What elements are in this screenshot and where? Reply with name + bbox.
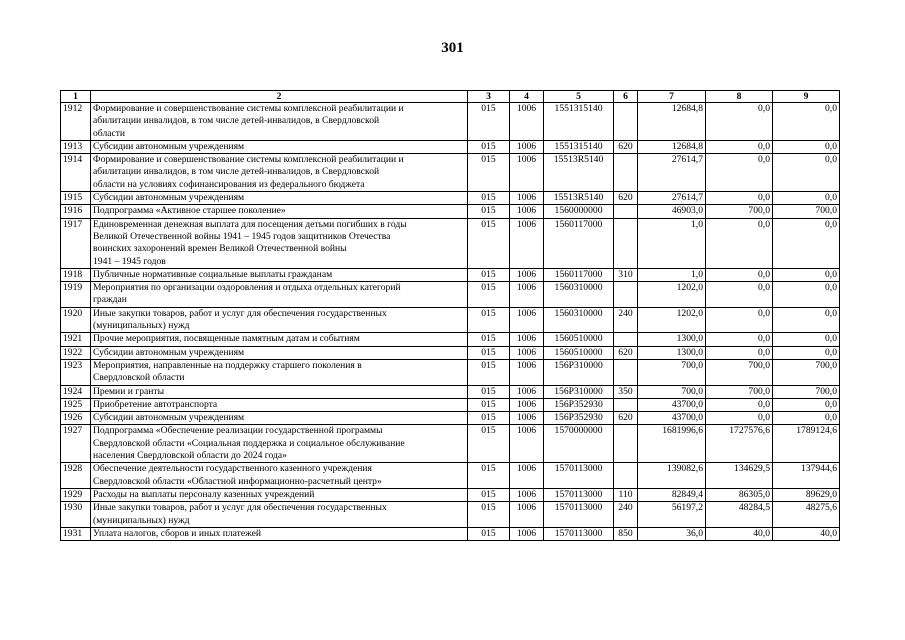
table-row [61,463,840,489]
amount-col-7: 46903,0 [638,205,706,218]
row-number: 1922 [61,346,91,359]
section-code: 1006 [510,527,544,540]
row-number: 1931 [61,527,91,540]
table-row [61,205,840,218]
row-description [91,412,468,425]
ministry-code: 015 [468,218,510,268]
row-number: 1928 [61,463,91,489]
description-line: населения Свердловской области до 2024 года» [93,450,287,462]
expense-type-code: 620 [614,140,638,153]
row-description [91,425,468,463]
section-code: 1006 [510,192,544,205]
amount-col-9: 48275,6 [773,502,840,528]
table-row [61,307,840,333]
row-description [91,103,468,141]
amount-col-9: 0,0 [773,346,840,359]
amount-col-9: 0,0 [773,412,840,425]
target-article-code: 156P352930 [544,412,614,425]
amount-col-7: 700,0 [638,385,706,398]
row-number: 1916 [61,205,91,218]
description-line: области [93,127,126,139]
description-line: 1941 – 1945 годов [93,255,166,267]
target-article-code: 156P310000 [544,359,614,385]
amount-col-7: 1681996,6 [638,425,706,463]
table-row [61,488,840,501]
section-code: 1006 [510,205,544,218]
ministry-code: 015 [468,154,510,192]
amount-col-9: 700,0 [773,359,840,385]
description-line: Мероприятия по организации оздоровления и отдыха отдельных категорий [93,282,401,294]
target-article-code: 1560000000 [544,205,614,218]
row-number: 1921 [61,333,91,346]
table-row [61,346,840,359]
table-row [61,282,840,308]
amount-col-7: 27614,7 [638,192,706,205]
description-line: Великой Отечественной войны 1941 – 1945 годов защитников Отечества [93,230,391,242]
table-row [61,527,840,540]
row-description [91,463,468,489]
amount-col-8: 0,0 [706,140,773,153]
ministry-code: 015 [468,425,510,463]
amount-col-9: 0,0 [773,398,840,411]
target-article-code: 1560510000 [544,346,614,359]
target-article-code: 1570113000 [544,527,614,540]
table-row [61,140,840,153]
target-article-code: 1570113000 [544,502,614,528]
description-line: Формирование и совершенствование системы комплексной реабилитации и [93,154,404,166]
header-cell-8: 8 [706,91,773,103]
ministry-code: 015 [468,140,510,153]
amount-col-9: 0,0 [773,307,840,333]
table-row [61,103,840,141]
description-line: Субсидии автономным учреждениям [93,140,245,152]
amount-col-8: 0,0 [706,307,773,333]
page-number: 301 [441,40,464,56]
section-code: 1006 [510,502,544,528]
amount-col-8: 40,0 [706,527,773,540]
amount-col-7: 12684,8 [638,140,706,153]
amount-col-7: 1202,0 [638,282,706,308]
description-line: абилитации инвалидов, в том числе детей-инвалидов, в Свердловской [93,166,380,178]
description-line: Свердловской области [93,372,185,384]
section-code: 1006 [510,425,544,463]
ministry-code: 015 [468,527,510,540]
description-line: Иные закупки товаров, работ и услуг для обеспечения государственных [93,307,387,319]
expense-type-code [614,425,638,463]
expense-type-code [614,154,638,192]
amount-col-9: 89629,0 [773,488,840,501]
expense-type-code [614,359,638,385]
amount-col-7: 139082,6 [638,463,706,489]
table-row [61,412,840,425]
row-number: 1923 [61,359,91,385]
row-description [91,488,468,501]
row-number: 1920 [61,307,91,333]
header-cell-5: 5 [544,91,614,103]
expense-type-code [614,333,638,346]
row-number: 1912 [61,103,91,141]
description-line: Иные закупки товаров, работ и услуг для обеспечения государственных [93,502,387,514]
row-number: 1918 [61,268,91,281]
table-row [61,218,840,268]
amount-col-9: 0,0 [773,140,840,153]
description-line: граждан [93,294,127,306]
target-article-code: 1570113000 [544,488,614,501]
table-header [61,91,840,103]
target-article-code: 1560310000 [544,282,614,308]
amount-col-8: 700,0 [706,359,773,385]
row-description [91,398,468,411]
expense-type-code [614,282,638,308]
expense-type-code [614,463,638,489]
table-body [61,103,840,541]
description-line: Единовременная денежная выплата для посещения детьми погибших в годы [93,218,407,230]
target-article-code: 1570113000 [544,463,614,489]
amount-col-9: 0,0 [773,154,840,192]
section-code: 1006 [510,282,544,308]
budget-table [60,90,840,541]
description-line: Формирование и совершенствование системы комплексной реабилитации и [93,103,404,114]
amount-col-8: 0,0 [706,333,773,346]
table-row [61,425,840,463]
expense-type-code [614,398,638,411]
description-line: Публичные нормативные социальные выплаты гражданам [93,268,333,280]
amount-col-7: 82849,4 [638,488,706,501]
expense-type-code: 850 [614,527,638,540]
amount-col-7: 56197,2 [638,502,706,528]
amount-col-9: 700,0 [773,385,840,398]
header-cell-3: 3 [468,91,510,103]
expense-type-code: 110 [614,488,638,501]
description-line: Субсидии автономным учреждениям [93,192,245,204]
table-row [61,385,840,398]
row-description [91,527,468,540]
row-description [91,268,468,281]
ministry-code: 015 [468,463,510,489]
description-line: Подпрограмма «Обеспечение реализации государственной программы [93,425,383,437]
amount-col-9: 0,0 [773,192,840,205]
amount-col-9: 0,0 [773,268,840,281]
expense-type-code [614,205,638,218]
target-article-code: 1560310000 [544,307,614,333]
amount-col-7: 1300,0 [638,346,706,359]
ministry-code: 015 [468,359,510,385]
row-description [91,218,468,268]
section-code: 1006 [510,385,544,398]
amount-col-8: 48284,5 [706,502,773,528]
row-description [91,346,468,359]
amount-col-8: 0,0 [706,268,773,281]
amount-col-9: 40,0 [773,527,840,540]
amount-col-7: 27614,7 [638,154,706,192]
description-line: Свердловской области «Областной информационно-расчетный центр» [93,475,382,487]
amount-col-8: 0,0 [706,412,773,425]
ministry-code: 015 [468,333,510,346]
target-article-code: 15513R5140 [544,154,614,192]
amount-col-9: 0,0 [773,333,840,346]
ministry-code: 015 [468,205,510,218]
row-number: 1915 [61,192,91,205]
row-number: 1914 [61,154,91,192]
target-article-code: 15513R5140 [544,192,614,205]
section-code: 1006 [510,154,544,192]
amount-col-7: 1300,0 [638,333,706,346]
table-row [61,359,840,385]
row-description [91,205,468,218]
ministry-code: 015 [468,268,510,281]
row-number: 1926 [61,412,91,425]
description-line: Прочие мероприятия, посвященные памятным датам и событиям [93,333,360,345]
target-article-code: 1551315140 [544,140,614,153]
expense-type-code: 620 [614,192,638,205]
amount-col-9: 0,0 [773,282,840,308]
expense-type-code: 620 [614,412,638,425]
description-line: области на условиях софинансирования из федерального бюджета [93,178,365,190]
row-description [91,359,468,385]
description-line: абилитации инвалидов, в том числе детей-инвалидов, в Свердловской [93,115,380,127]
row-number: 1927 [61,425,91,463]
ministry-code: 015 [468,346,510,359]
amount-col-9: 1789124,6 [773,425,840,463]
expense-type-code: 240 [614,307,638,333]
table-row [61,502,840,528]
section-code: 1006 [510,346,544,359]
amount-col-9: 700,0 [773,205,840,218]
ministry-code: 015 [468,282,510,308]
amount-col-9: 0,0 [773,103,840,141]
target-article-code: 1560117000 [544,268,614,281]
amount-col-7: 43700,0 [638,398,706,411]
section-code: 1006 [510,488,544,501]
amount-col-8: 0,0 [706,398,773,411]
description-line: Премии и гранты [93,385,165,397]
ministry-code: 015 [468,488,510,501]
header-row [61,91,840,103]
description-line: Расходы на выплаты персоналу казенных учреждений [93,488,315,500]
description-line: Обеспечение деятельности государственного казенного учреждения [93,463,372,475]
header-cell-7: 7 [638,91,706,103]
row-description [91,307,468,333]
row-description [91,282,468,308]
row-description [91,154,468,192]
section-code: 1006 [510,307,544,333]
expense-type-code: 620 [614,346,638,359]
amount-col-7: 36,0 [638,527,706,540]
amount-col-8: 0,0 [706,282,773,308]
target-article-code: 1570000000 [544,425,614,463]
amount-col-8: 0,0 [706,192,773,205]
amount-col-8: 0,0 [706,103,773,141]
row-number: 1919 [61,282,91,308]
amount-col-7: 1,0 [638,218,706,268]
row-number: 1913 [61,140,91,153]
description-line: Свердловской области «Социальная поддержка и социальное обслуживание [93,437,405,449]
target-article-code: 1560117000 [544,218,614,268]
ministry-code: 015 [468,192,510,205]
row-description [91,502,468,528]
row-number: 1929 [61,488,91,501]
table-row [61,268,840,281]
amount-col-8: 700,0 [706,385,773,398]
amount-col-9: 0,0 [773,218,840,268]
expense-type-code [614,103,638,141]
amount-col-7: 12684,8 [638,103,706,141]
table-row [61,333,840,346]
description-line: воинских захоронений времен Великой Отечественной войны [93,243,347,255]
ministry-code: 015 [468,412,510,425]
section-code: 1006 [510,103,544,141]
ministry-code: 015 [468,385,510,398]
section-code: 1006 [510,268,544,281]
section-code: 1006 [510,218,544,268]
section-code: 1006 [510,463,544,489]
target-article-code: 1560510000 [544,333,614,346]
row-description [91,333,468,346]
expense-type-code: 350 [614,385,638,398]
description-line: Субсидии автономным учреждениям [93,346,245,358]
row-number: 1924 [61,385,91,398]
expense-type-code: 240 [614,502,638,528]
table-row [61,192,840,205]
header-cell-4: 4 [510,91,544,103]
amount-col-9: 137944,6 [773,463,840,489]
ministry-code: 015 [468,103,510,141]
table-row [61,154,840,192]
header-cell-2: 2 [91,91,468,103]
header-cell-1: 1 [61,91,91,103]
row-number: 1930 [61,502,91,528]
amount-col-8: 0,0 [706,218,773,268]
row-description [91,192,468,205]
description-line: Приобретение автотранспорта [93,398,218,410]
amount-col-7: 1202,0 [638,307,706,333]
section-code: 1006 [510,140,544,153]
amount-col-8: 0,0 [706,154,773,192]
section-code: 1006 [510,333,544,346]
header-cell-6: 6 [614,91,638,103]
header-cell-9: 9 [773,91,840,103]
description-line: Субсидии автономным учреждениям [93,412,245,424]
amount-col-7: 43700,0 [638,412,706,425]
description-line: (муниципальных) нужд [93,514,190,526]
table-row [61,398,840,411]
target-article-code: 156P310000 [544,385,614,398]
section-code: 1006 [510,359,544,385]
row-description [91,140,468,153]
row-number: 1925 [61,398,91,411]
section-code: 1006 [510,398,544,411]
amount-col-8: 0,0 [706,346,773,359]
amount-col-7: 700,0 [638,359,706,385]
description-line: Мероприятия, направленные на поддержку старшего поколения в [93,359,362,371]
section-code: 1006 [510,412,544,425]
amount-col-8: 86305,0 [706,488,773,501]
amount-col-8: 1727576,6 [706,425,773,463]
description-line: Подпрограмма «Активное старшее поколение» [93,205,286,217]
description-line: Уплата налогов, сборов и иных платежей [93,527,262,539]
expense-type-code: 310 [614,268,638,281]
row-description [91,385,468,398]
target-article-code: 1551315140 [544,103,614,141]
description-line: (муниципальных) нужд [93,320,190,332]
amount-col-8: 134629,5 [706,463,773,489]
ministry-code: 015 [468,307,510,333]
ministry-code: 015 [468,398,510,411]
target-article-code: 156P352930 [544,398,614,411]
row-number: 1917 [61,218,91,268]
expense-type-code [614,218,638,268]
amount-col-7: 1,0 [638,268,706,281]
ministry-code: 015 [468,502,510,528]
amount-col-8: 700,0 [706,205,773,218]
